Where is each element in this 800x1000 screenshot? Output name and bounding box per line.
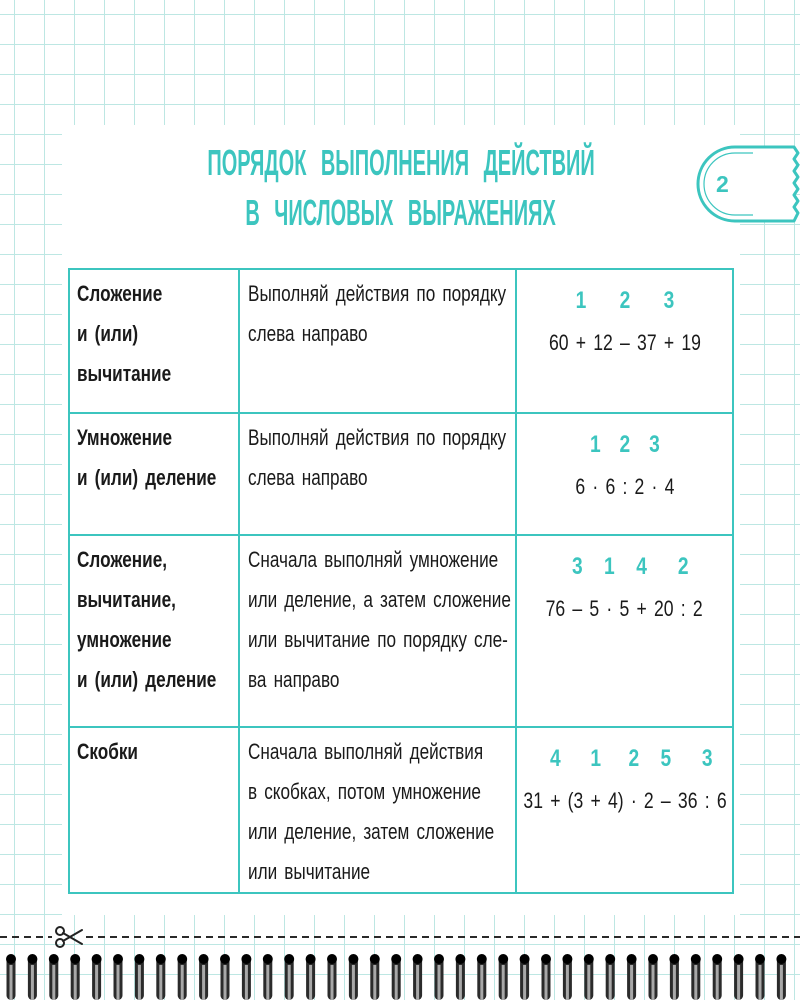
ring-highlight — [673, 965, 676, 1000]
rule-text — [248, 274, 507, 354]
rule-line: или деление, а затем сложение — [248, 587, 511, 612]
expression-operator — [627, 745, 639, 815]
ring-highlight — [31, 965, 34, 1000]
spiral-ring — [263, 954, 273, 1000]
ring-hole — [241, 954, 251, 964]
scissors-icon — [54, 922, 84, 952]
page-title-line-1: ПОРЯДОК ВЫПОЛНЕНИЯ ДЕЙСТВИЙ — [207, 142, 595, 183]
ring-highlight — [716, 965, 719, 1000]
example-cell — [517, 536, 732, 726]
ring-hole — [284, 954, 294, 964]
step-number: 3 — [701, 745, 713, 772]
rule-text — [248, 540, 511, 700]
token-text: 5 — [619, 596, 630, 621]
spiral-ring — [134, 954, 144, 1000]
operation-cell — [70, 728, 240, 892]
spiral-ring — [691, 954, 701, 1000]
ring-highlight — [630, 965, 633, 1000]
spiral-ring — [327, 954, 337, 1000]
ring-hole — [755, 954, 765, 964]
step-number: 3 — [663, 287, 674, 314]
operation-line: Сложение, — [77, 547, 168, 572]
ring-hole — [199, 954, 209, 964]
spiral-ring — [49, 954, 59, 1000]
step-number: 2 — [619, 287, 630, 314]
example-expression — [522, 745, 727, 815]
ring-hole — [584, 954, 594, 964]
spiral-ring — [648, 954, 658, 1000]
expression-operator — [589, 745, 601, 815]
ring-highlight — [459, 965, 462, 1000]
expression-operand — [634, 473, 644, 501]
section-number: 2 — [716, 171, 729, 197]
spiral-ring — [391, 954, 401, 1000]
token-text: 6 — [716, 788, 727, 813]
ring-highlight — [502, 965, 505, 1000]
token-text: · — [606, 596, 613, 621]
ring-hole — [455, 954, 465, 964]
rule-line: слева направо — [248, 465, 368, 490]
ring-hole — [712, 954, 722, 964]
step-number: 3 — [648, 431, 660, 458]
operation-cell — [70, 414, 240, 534]
operation-name — [77, 418, 217, 498]
ring-highlight — [566, 965, 569, 1000]
ring-hole — [156, 954, 166, 964]
operation-cell — [70, 536, 240, 726]
expression-operator — [575, 287, 586, 357]
ring-hole — [27, 954, 37, 964]
rule-line: ва направо — [248, 667, 340, 692]
token-text: – — [619, 330, 630, 355]
spiral-ring — [434, 954, 444, 1000]
token-text: 2 — [643, 788, 654, 813]
spiral-ring — [241, 954, 251, 1000]
example-cell — [517, 414, 732, 534]
token-text: + — [663, 330, 674, 355]
ring-highlight — [759, 965, 762, 1000]
operation-name — [77, 274, 203, 394]
ring-highlight — [609, 965, 612, 1000]
spiral-ring — [498, 954, 508, 1000]
token-text: – — [572, 596, 583, 621]
page-title-row-2 — [62, 188, 740, 238]
expression-operand — [593, 329, 613, 357]
spiral-ring — [348, 954, 358, 1000]
ring-highlight — [694, 965, 697, 1000]
rule-line: слева направо — [248, 321, 368, 346]
expression-operand — [575, 473, 585, 501]
spiral-ring — [113, 954, 123, 1000]
operation-line: вычитание, — [77, 587, 176, 612]
token-text: 19 — [680, 330, 701, 355]
rule-line: Сначала выполняй действия — [248, 739, 484, 764]
token-text: : — [622, 474, 627, 499]
token-text: 20 — [654, 596, 674, 621]
operation-cell — [70, 270, 240, 412]
spiral-ring — [776, 954, 786, 1000]
ring-hole — [627, 954, 637, 964]
operation-name — [77, 540, 217, 700]
rule-line: Выполняй действия по порядку — [248, 281, 507, 306]
ring-hole — [648, 954, 658, 964]
ring-hole — [776, 954, 786, 964]
ring-hole — [477, 954, 487, 964]
example-expression — [574, 431, 675, 501]
spiral-ring — [605, 954, 615, 1000]
token-text: 31 — [522, 788, 543, 813]
expression-operand — [590, 595, 600, 623]
expression-operand — [664, 473, 674, 501]
ring-highlight — [288, 965, 291, 1000]
ring-highlight — [309, 965, 312, 1000]
expression-operator — [648, 431, 660, 501]
rule-line: или вычитание по порядку сле- — [248, 627, 508, 652]
ring-hole — [348, 954, 358, 964]
rules-table — [68, 268, 734, 894]
ring-hole — [691, 954, 701, 964]
token-text: + — [636, 596, 648, 621]
ring-highlight — [10, 965, 13, 1000]
spiral-ring — [669, 954, 679, 1000]
expression-operand — [523, 787, 543, 815]
expression-operator — [636, 553, 648, 623]
token-text: + — [549, 788, 560, 813]
ring-highlight — [74, 965, 77, 1000]
tab-outline — [698, 147, 798, 221]
token-text: – — [660, 788, 671, 813]
spiral-ring — [284, 954, 294, 1000]
ring-highlight — [181, 965, 184, 1000]
page-title-row-1 — [62, 138, 740, 188]
token-text: 2 — [693, 596, 704, 621]
ring-hole — [306, 954, 316, 964]
token-text: · — [651, 474, 658, 499]
ring-highlight — [266, 965, 269, 1000]
example-cell — [517, 270, 732, 412]
ring-hole — [220, 954, 230, 964]
ring-highlight — [395, 965, 398, 1000]
operation-line: Скобки — [77, 739, 138, 764]
expression-operand — [549, 329, 569, 357]
ring-highlight — [224, 965, 227, 1000]
operation-line: и (или) деление — [77, 667, 217, 692]
token-text: : — [704, 788, 710, 813]
ring-hole — [734, 954, 744, 964]
ring-hole — [669, 954, 679, 964]
ring-highlight — [159, 965, 162, 1000]
spiral-ring — [177, 954, 187, 1000]
step-number: 5 — [659, 745, 671, 772]
expression-operand — [637, 329, 657, 357]
rule-line: или деление, затем сложение — [248, 819, 495, 844]
ring-highlight — [652, 965, 655, 1000]
ring-hole — [49, 954, 59, 964]
section-tab — [697, 144, 800, 224]
expression-operator — [701, 745, 713, 815]
scissors-blades — [63, 930, 82, 944]
spiral-ring — [413, 954, 423, 1000]
token-text: 2 — [634, 474, 644, 499]
ring-hole — [413, 954, 423, 964]
table-row — [70, 536, 732, 728]
ring-hole — [562, 954, 572, 964]
expression-operand — [546, 595, 566, 623]
ring-hole — [134, 954, 144, 964]
expression-operand — [567, 787, 583, 815]
ring-highlight — [52, 965, 55, 1000]
token-text: 5 — [589, 596, 600, 621]
spiral-ring — [712, 954, 722, 1000]
operation-line: Сложение — [77, 281, 163, 306]
operation-line: вычитание — [77, 361, 172, 386]
rule-cell — [240, 270, 517, 412]
expression-operand — [716, 787, 726, 815]
spiral-ring — [477, 954, 487, 1000]
ring-hole — [92, 954, 102, 964]
spiral-ring — [92, 954, 102, 1000]
expression-operator — [678, 553, 689, 623]
ring-highlight — [587, 965, 590, 1000]
expression-operand — [643, 787, 653, 815]
expression-operator — [589, 431, 601, 501]
token-text: 12 — [592, 330, 613, 355]
table-row — [70, 728, 732, 892]
ring-highlight — [737, 965, 740, 1000]
ring-hole — [327, 954, 337, 964]
token-text: 76 — [545, 596, 566, 621]
spiral-binding — [0, 952, 800, 1000]
ring-hole — [498, 954, 508, 964]
step-number: 1 — [604, 553, 616, 580]
expression-operator — [572, 553, 584, 623]
spiral-ring — [27, 954, 37, 1000]
step-number: 2 — [627, 745, 639, 772]
ring-highlight — [245, 965, 248, 1000]
rule-cell — [240, 728, 517, 892]
rule-text — [248, 732, 495, 892]
ring-hole — [520, 954, 530, 964]
expression-operator — [619, 287, 630, 357]
table-row — [70, 270, 732, 414]
example-cell — [517, 728, 732, 892]
ring-highlight — [523, 965, 526, 1000]
ring-highlight — [331, 965, 334, 1000]
spiral-ring — [755, 954, 765, 1000]
table-row — [70, 414, 732, 536]
page-title — [62, 138, 740, 238]
ring-hole — [263, 954, 273, 964]
ring-hole — [113, 954, 123, 964]
spiral-ring — [70, 954, 80, 1000]
expression-operator — [604, 553, 616, 623]
spiral-ring — [6, 954, 16, 1000]
token-text: (3 — [567, 788, 583, 813]
step-number: 2 — [678, 553, 689, 580]
spiral-ring — [370, 954, 380, 1000]
token-text: + — [590, 788, 601, 813]
token-text: + — [575, 330, 586, 355]
token-text: 37 — [636, 330, 657, 355]
spiral-ring — [520, 954, 530, 1000]
ring-highlight — [373, 965, 376, 1000]
ring-hole — [70, 954, 80, 964]
expression-operator — [619, 431, 630, 501]
example-expression — [548, 287, 701, 357]
ring-hole — [605, 954, 615, 964]
spiral-ring — [541, 954, 551, 1000]
step-number: 4 — [549, 745, 561, 772]
rule-line: в скобках, потом умножение — [248, 779, 481, 804]
ring-hole — [434, 954, 444, 964]
spiral-ring — [306, 954, 316, 1000]
rule-line: Сначала выполняй умножение — [248, 547, 499, 572]
ring-highlight — [117, 965, 120, 1000]
operation-name — [77, 732, 203, 772]
token-text: 6 — [574, 474, 585, 499]
expression-operand — [620, 595, 630, 623]
rule-cell — [240, 536, 517, 726]
operation-line: и (или) — [77, 321, 139, 346]
spiral-ring — [156, 954, 166, 1000]
spiral-ring — [627, 954, 637, 1000]
spiral-ring — [220, 954, 230, 1000]
spiral-ring — [455, 954, 465, 1000]
ring-highlight — [202, 965, 205, 1000]
page-title-line-2: В ЧИСЛОВЫХ ВЫРАЖЕНИЯХ — [245, 192, 557, 233]
rule-line: или вычитание — [248, 859, 371, 884]
ring-hole — [541, 954, 551, 964]
ring-highlight — [352, 965, 355, 1000]
step-number: 1 — [589, 431, 601, 458]
expression-operand — [654, 595, 674, 623]
rule-line: Выполняй действия по порядку — [248, 425, 507, 450]
expression-operator — [549, 745, 561, 815]
token-text: 60 — [548, 330, 569, 355]
operation-line: и (или) деление — [77, 465, 217, 490]
step-number: 1 — [589, 745, 601, 772]
ring-highlight — [438, 965, 441, 1000]
expression-operand — [605, 473, 615, 501]
ring-hole — [370, 954, 380, 964]
ring-highlight — [780, 965, 783, 1000]
step-number: 3 — [572, 553, 584, 580]
rule-cell — [240, 414, 517, 534]
token-text: · — [591, 474, 598, 499]
expression-operand — [677, 787, 697, 815]
step-number: 4 — [636, 553, 648, 580]
token-text: 36 — [677, 788, 698, 813]
step-number: 2 — [619, 431, 630, 458]
ring-highlight — [416, 965, 419, 1000]
expression-operand — [693, 595, 703, 623]
ring-highlight — [95, 965, 98, 1000]
ring-highlight — [480, 965, 483, 1000]
spiral-ring — [584, 954, 594, 1000]
token-text: 4) — [607, 788, 624, 813]
expression-operator — [663, 287, 674, 357]
expression-operand — [608, 787, 624, 815]
ring-hole — [177, 954, 187, 964]
operation-line: Умножение — [77, 425, 173, 450]
cut-line — [86, 936, 800, 938]
expression-operator — [659, 745, 671, 815]
ring-hole — [391, 954, 401, 964]
token-text: 4 — [664, 474, 675, 499]
ring-highlight — [545, 965, 548, 1000]
spiral-ring — [734, 954, 744, 1000]
spiral-ring — [562, 954, 572, 1000]
operation-line: умножение — [77, 627, 172, 652]
token-text: 6 — [605, 474, 615, 499]
token-text: : — [681, 596, 687, 621]
example-expression — [545, 553, 704, 623]
spiral-ring — [199, 954, 209, 1000]
expression-operand — [681, 329, 701, 357]
step-number: 1 — [575, 287, 586, 314]
ring-hole — [6, 954, 16, 964]
token-text: · — [630, 788, 637, 813]
ring-highlight — [138, 965, 141, 1000]
cut-line — [0, 936, 52, 938]
rule-text — [248, 418, 507, 498]
